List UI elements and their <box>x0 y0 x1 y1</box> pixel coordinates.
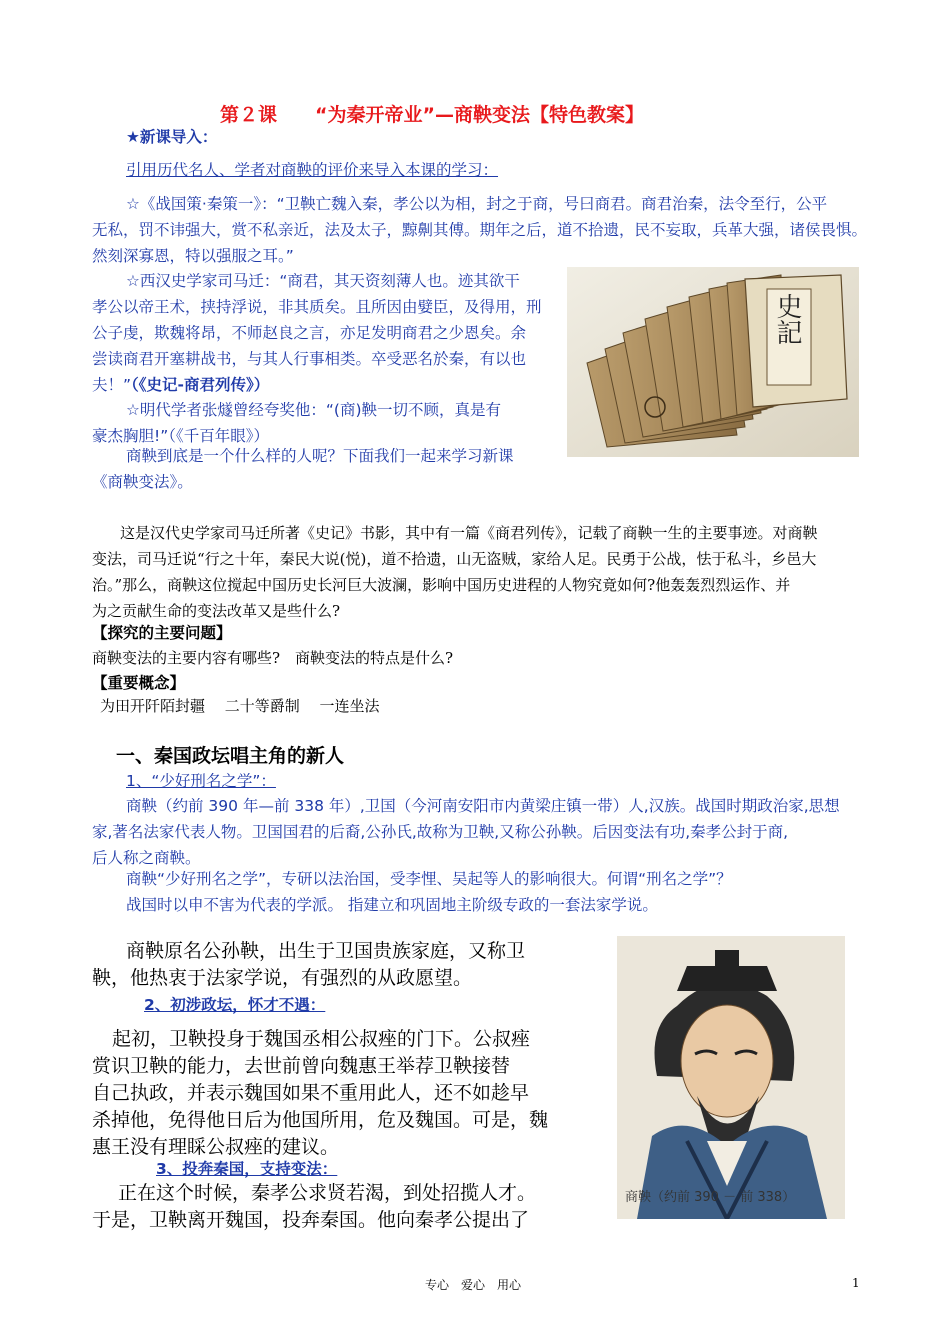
xingming-line: 战国时以申不害为代表的学派。 指建立和巩固地主阶级专政的一套法家学说。 <box>126 896 658 914</box>
early-line: 惠王没有理睬公叔痤的建议。 <box>92 1136 340 1158</box>
page-title: 第２课 “为秦开帝业”—商鞅变法【特色教案】 <box>220 104 644 126</box>
paragraph-line: 变法，司马迁说“行之十年，秦民大说(悦)，道不拾遗，山无盗贼，家给人足。民勇于公战，怯于私斗，乡邑大 <box>92 550 817 568</box>
concepts-text: 为田开阡陌封疆 二十等爵制 一连坐法 <box>100 697 380 715</box>
shiji-label: 史記 <box>772 293 802 345</box>
concepts-header: 【重要概念】 <box>92 674 186 692</box>
origin-line: 鞅，他热衷于法家学说，有强烈的从政愿望。 <box>92 967 473 989</box>
intro-subtitle: 引用历代名人、学者对商鞅的评价来导入本课的学习： <box>126 161 499 179</box>
xingming-line: 商鞅“少好刑名之学”，专研以法治国，受李悝、吴起等人的影响很大。何谓“刑名之学”？ <box>126 870 732 888</box>
shiji-book-illustration <box>567 267 859 457</box>
bio-line: 商鞅（约前 390 年—前 338 年）,卫国（今河南安阳市内黄梁庄镇一带）人,汉族。战国时期政治家,思想 <box>126 797 840 815</box>
quote-line: 然刻深寡恩，特以强服之耳。” <box>92 247 294 265</box>
subheading-qin: 3、投奔秦国，支持变法： <box>156 1160 338 1178</box>
early-paragraph <box>92 1026 548 1161</box>
subheading-early: 2、初涉政坛，怀才不遇： <box>144 996 326 1014</box>
early-line: 赏识卫鞅的能力，去世前曾向魏惠王举荐卫鞅接替 <box>92 1055 511 1077</box>
quote-line: 夫！” <box>92 376 132 394</box>
qin-line: 正在这个时候，秦孝公求贤若渴，到处招揽人才。 <box>118 1182 537 1204</box>
bio-paragraph <box>92 793 840 871</box>
xingming-paragraph <box>92 866 732 918</box>
early-line: 自己执政，并表示魏国如果不重用此人，还不如趁早 <box>92 1082 530 1104</box>
questions-text: 商鞅变法的主要内容有哪些? 商鞅变法的特点是什么? <box>92 649 454 667</box>
quote-line: ☆《战国策·秦策一》：“卫鞅亡魏入秦，孝公以为相，封之于商，号曰商君。商君治秦，法令至行，公平 <box>126 195 828 213</box>
portrait-caption: 商鞅（约前 390 － 前 338） <box>625 1190 796 1205</box>
questions-header: 【探究的主要问题】 <box>92 624 232 642</box>
quote-line: 豪杰胸胆!”（《千百年眼》） <box>92 427 269 445</box>
early-line: 杀掉他，免得他日后为他国所用，危及魏国。可是，魏 <box>92 1109 549 1131</box>
transition-line: 《商鞅变法》。 <box>92 473 193 491</box>
paragraph-line: 这是汉代史学家司马迁所著《史记》书影，其中有一篇《商君列传》，记载了商鞅一生的主要事迹。对商鞅 <box>120 524 818 542</box>
footer-motto: 专心 爱心 用心 <box>425 1278 522 1292</box>
quote-line: 公子虔，欺魏将昂，不师赵良之言，亦足发明商君之少恩矣。余 <box>92 324 527 342</box>
section-heading: 一、秦国政坛唱主角的新人 <box>116 745 345 767</box>
transition-line: 商鞅到底是一个什么样的人呢？下面我们一起来学习新课 <box>126 447 514 465</box>
quote-zhanguoce <box>92 191 867 269</box>
quote-source: （《史记-商君列传》） <box>131 376 270 394</box>
quote-simaqian <box>92 268 542 398</box>
paragraph-line: 为之贡献生命的变法改革又是些什么? <box>92 602 341 620</box>
subheading-xingming: 1、“少好刑名之学”： <box>126 772 276 790</box>
qin-paragraph <box>92 1180 536 1234</box>
quote-line: 孝公以帝王术，挟持浮说，非其质矣。且所因由嬖臣，及得用，刑 <box>92 298 542 316</box>
shangyang-portrait <box>617 936 845 1219</box>
transition-text <box>92 443 514 495</box>
intro-header: ★新课导入： <box>126 128 218 146</box>
early-line: 起初，卫鞅投身于魏国丞相公叔痤的门下。公叔痤 <box>112 1028 531 1050</box>
bio-line: 家,著名法家代表人物。卫国国君的后裔,公孙氏,故称为卫鞅,又称公孙鞅。后因变法有功,秦孝公封于商, <box>92 823 789 841</box>
origin-paragraph <box>92 938 525 992</box>
origin-line: 商鞅原名公孙鞅，出生于卫国贵族家庭，又称卫 <box>126 940 526 962</box>
page-number: 1 <box>852 1276 860 1290</box>
bio-line: 后人称之商鞅。 <box>92 849 201 867</box>
quote-line: ☆明代学者张燧曾经夸奖他：“(商)鞅一切不顾，真是有 <box>126 401 502 419</box>
quote-line: 无私，罚不讳强大，赏不私亲近，法及太子，黥劓其傅。期年之后，道不拾遗，民不妄取，兵革大强，诸侯畏惧。 <box>92 221 868 239</box>
quote-line: ☆西汉史学家司马迁：“商君，其天资刻薄人也。迹其欲干 <box>126 272 520 290</box>
quote-zhangsui <box>92 397 501 449</box>
portrait-illustration <box>617 936 845 1219</box>
shiji-paragraph <box>92 520 818 624</box>
qin-line: 于是，卫鞅离开魏国，投奔秦国。他向秦孝公提出了 <box>92 1209 530 1231</box>
paragraph-line: 治。”那么，商鞅这位搅起中国历史长河巨大波澜，影响中国历史进程的人物究竟如何?他轰轰烈烈运作、并 <box>92 576 791 594</box>
shiji-book-image <box>567 267 859 457</box>
quote-line: 尝读商君开塞耕战书，与其人行事相类。卒受恶名於秦，有以也 <box>92 350 527 368</box>
